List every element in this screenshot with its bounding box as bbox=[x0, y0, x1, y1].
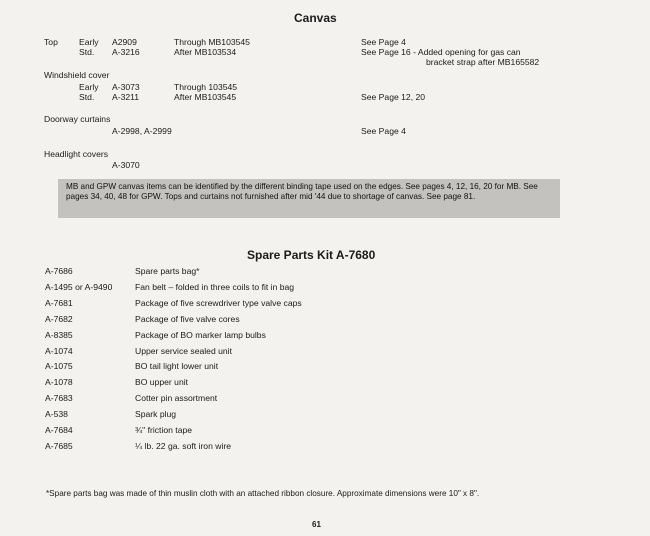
table-row bbox=[0, 266, 650, 282]
top-early-label: Early bbox=[79, 37, 99, 47]
part-description: BO upper unit bbox=[135, 377, 189, 388]
part-number: A-7683 bbox=[45, 393, 73, 404]
spare-kit-title: Spare Parts Kit A-7680 bbox=[247, 248, 376, 262]
part-number: A-7681 bbox=[45, 297, 73, 308]
table-row bbox=[0, 377, 650, 393]
top-early-part: A2909 bbox=[112, 37, 137, 47]
windshield-early-range: Through 103545 bbox=[174, 82, 238, 92]
canvas-note-box: MB and GPW canvas items can be identified by the different binding tape used on the edges. See pages 4, 12, 16, 20 for MB. See pages 34, 40, 48 for GPW. Tops and curtains not furnished after mid '44 due to shortage of canvas. See page 81. bbox=[58, 179, 560, 218]
windshield-early-part: A-3073 bbox=[112, 82, 140, 92]
part-description: Package of BO marker lamp bulbs bbox=[135, 329, 266, 340]
part-number: A-7682 bbox=[45, 313, 73, 324]
part-number: A-538 bbox=[45, 409, 68, 420]
part-description: Spare parts bag* bbox=[135, 266, 200, 276]
table-row bbox=[0, 330, 650, 346]
windshield-label: Windshield cover bbox=[44, 70, 110, 80]
windshield-std-label: Std. bbox=[79, 92, 95, 102]
top-std-note-line1: See Page 16 - Added opening for gas can bbox=[361, 47, 521, 57]
part-description: Package of five screwdriver type valve caps bbox=[135, 297, 302, 308]
top-std-note-line2: bracket strap after MB165582 bbox=[426, 57, 540, 67]
part-number: A-8385 bbox=[45, 329, 73, 340]
part-number: A-1075 bbox=[45, 361, 73, 372]
windshield-std-range: After MB103545 bbox=[174, 92, 237, 102]
table-row bbox=[0, 409, 650, 425]
top-std-range: After MB103534 bbox=[174, 47, 237, 57]
table-row bbox=[0, 425, 650, 441]
windshield-std-part: A-3211 bbox=[112, 92, 140, 102]
table-row bbox=[0, 441, 650, 457]
doorway-parts: A-2998, A-2999 bbox=[112, 126, 172, 136]
top-early-note: See Page 4 bbox=[361, 37, 406, 47]
canvas-title: Canvas bbox=[294, 11, 337, 25]
windshield-early-label: Early bbox=[79, 82, 99, 92]
part-description: BO tail light lower unit bbox=[135, 361, 219, 372]
part-number: A-7685 bbox=[45, 440, 73, 451]
part-number: A-7686 bbox=[45, 266, 73, 276]
part-number: A-1078 bbox=[45, 377, 73, 388]
part-description: Spark plug bbox=[135, 409, 177, 420]
part-description: Package of five valve cores bbox=[135, 313, 240, 324]
part-description: Cotter pin assortment bbox=[135, 393, 218, 404]
table-row bbox=[0, 346, 650, 362]
page-number: 61 bbox=[312, 520, 321, 529]
part-description: ¼ lb. 22 ga. soft iron wire bbox=[135, 440, 232, 451]
part-description: ¾" friction tape bbox=[135, 425, 193, 435]
doorway-note: See Page 4 bbox=[361, 126, 406, 136]
table-row bbox=[0, 314, 650, 330]
headlight-part: A-3070 bbox=[112, 160, 140, 170]
doorway-label: Doorway curtains bbox=[44, 114, 111, 124]
top-std-label: Std. bbox=[79, 47, 95, 57]
windshield-std-note: See Page 12, 20 bbox=[361, 92, 426, 102]
table-row bbox=[0, 361, 650, 377]
table-row bbox=[0, 282, 650, 298]
part-description: Upper service sealed unit bbox=[135, 345, 232, 356]
part-number: A-1074 bbox=[45, 345, 73, 356]
part-number: A-1495 or A-9490 bbox=[45, 281, 113, 292]
part-number: A-7684 bbox=[45, 425, 73, 435]
top-label: Top bbox=[44, 37, 58, 47]
spare-kit-footnote: *Spare parts bag was made of thin muslin cloth with an attached ribbon closure. Approximate dimensions were 10" x 8". bbox=[46, 489, 480, 498]
top-std-part: A-3216 bbox=[112, 47, 140, 57]
table-row bbox=[0, 298, 650, 314]
headlight-label: Headlight covers bbox=[44, 149, 109, 159]
top-early-range: Through MB103545 bbox=[174, 37, 250, 47]
table-row bbox=[0, 393, 650, 409]
part-description: Fan belt – folded in three coils to fit in bag bbox=[135, 281, 295, 292]
